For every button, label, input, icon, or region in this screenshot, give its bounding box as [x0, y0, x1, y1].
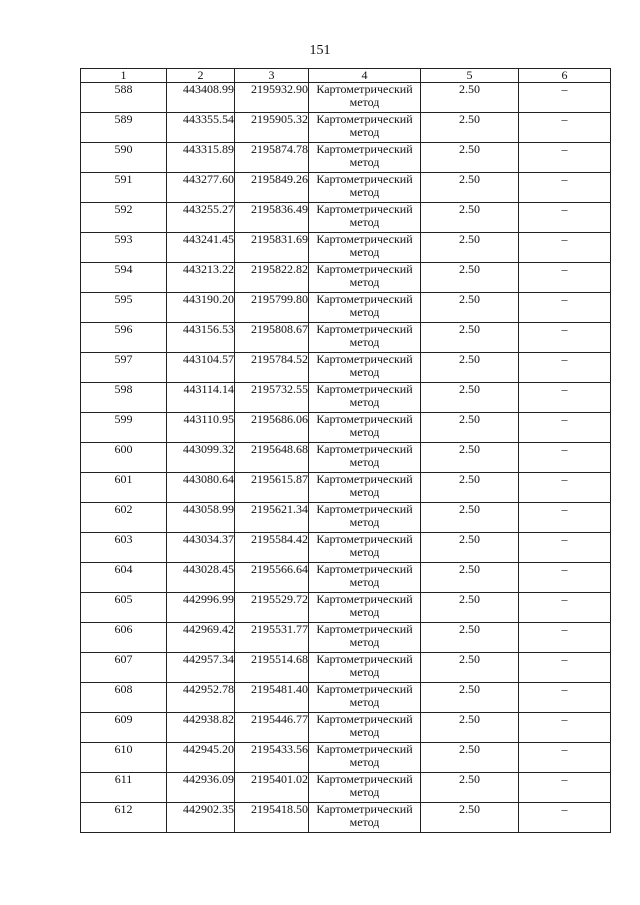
method-cell: [309, 323, 421, 353]
point-number: 602: [81, 503, 167, 533]
point-number: 606: [81, 623, 167, 653]
coordinate-x: 443034.37: [167, 533, 235, 563]
method-cell: [309, 233, 421, 263]
coordinate-y: 2195433.56: [235, 743, 309, 773]
point-number: 608: [81, 683, 167, 713]
method-line-1: Картометрический: [316, 652, 413, 666]
method-line-2: метод: [349, 425, 380, 439]
method-line-1: Картометрический: [316, 442, 413, 456]
point-number: 605: [81, 593, 167, 623]
accuracy-value: 2.50: [421, 773, 519, 803]
note-dash: –: [519, 533, 611, 563]
coordinate-x: 442902.35: [167, 803, 235, 833]
accuracy-value: 2.50: [421, 323, 519, 353]
coordinate-x: 443099.32: [167, 443, 235, 473]
accuracy-value: 2.50: [421, 113, 519, 143]
accuracy-value: 2.50: [421, 173, 519, 203]
coordinate-y: 2195686.06: [235, 413, 309, 443]
table-row: [81, 713, 611, 743]
accuracy-value: 2.50: [421, 203, 519, 233]
coordinate-x: 443080.64: [167, 473, 235, 503]
method-line-1: Картометрический: [316, 412, 413, 426]
accuracy-value: 2.50: [421, 713, 519, 743]
point-number: 610: [81, 743, 167, 773]
method-line-2: метод: [349, 695, 380, 709]
accuracy-value: 2.50: [421, 593, 519, 623]
coordinate-y: 2195481.40: [235, 683, 309, 713]
point-number: 604: [81, 563, 167, 593]
note-dash: –: [519, 353, 611, 383]
accuracy-value: 2.50: [421, 503, 519, 533]
accuracy-value: 2.50: [421, 383, 519, 413]
method-line-2: метод: [349, 185, 380, 199]
accuracy-value: 2.50: [421, 623, 519, 653]
table-row: [81, 473, 611, 503]
coordinate-y: 2195648.68: [235, 443, 309, 473]
method-line-2: метод: [349, 275, 380, 289]
coordinate-y: 2195621.34: [235, 503, 309, 533]
column-header-1: 1: [81, 69, 167, 83]
method-line-2: метод: [349, 665, 380, 679]
point-number: 612: [81, 803, 167, 833]
table-row: [81, 653, 611, 683]
method-line-1: Картометрический: [316, 202, 413, 216]
coordinate-x: 442936.09: [167, 773, 235, 803]
method-cell: [309, 773, 421, 803]
method-cell: [309, 143, 421, 173]
point-number: 594: [81, 263, 167, 293]
table-row: [81, 683, 611, 713]
method-cell: [309, 683, 421, 713]
method-cell: [309, 413, 421, 443]
coordinate-x: 443355.54: [167, 113, 235, 143]
point-number: 592: [81, 203, 167, 233]
note-dash: –: [519, 263, 611, 293]
accuracy-value: 2.50: [421, 233, 519, 263]
coordinate-x: 442957.34: [167, 653, 235, 683]
column-header-5: 5: [421, 69, 519, 83]
point-number: 589: [81, 113, 167, 143]
accuracy-value: 2.50: [421, 263, 519, 293]
method-cell: [309, 383, 421, 413]
method-line-1: Картометрический: [316, 262, 413, 276]
accuracy-value: 2.50: [421, 83, 519, 113]
method-line-2: метод: [349, 215, 380, 229]
method-line-1: Картометрический: [316, 592, 413, 606]
table-row: [81, 233, 611, 263]
method-line-2: метод: [349, 155, 380, 169]
method-line-1: Картометрический: [316, 232, 413, 246]
point-number: 601: [81, 473, 167, 503]
point-number: 588: [81, 83, 167, 113]
method-line-1: Картометрический: [316, 142, 413, 156]
coordinate-x: 442945.20: [167, 743, 235, 773]
method-line-1: Картометрический: [316, 562, 413, 576]
point-number: 611: [81, 773, 167, 803]
method-line-1: Картометрический: [316, 472, 413, 486]
note-dash: –: [519, 83, 611, 113]
table-row: [81, 353, 611, 383]
coordinate-x: 443255.27: [167, 203, 235, 233]
coordinate-y: 2195831.69: [235, 233, 309, 263]
method-line-1: Картометрический: [316, 112, 413, 126]
table-row: [81, 743, 611, 773]
coordinate-y: 2195446.77: [235, 713, 309, 743]
coordinate-x: 443156.53: [167, 323, 235, 353]
note-dash: –: [519, 173, 611, 203]
method-line-1: Картометрический: [316, 172, 413, 186]
method-cell: [309, 443, 421, 473]
table-row: [81, 443, 611, 473]
method-line-1: Картометрический: [316, 502, 413, 516]
method-cell: [309, 533, 421, 563]
table-row: [81, 593, 611, 623]
method-line-2: метод: [349, 305, 380, 319]
method-line-1: Картометрический: [316, 382, 413, 396]
accuracy-value: 2.50: [421, 563, 519, 593]
note-dash: –: [519, 773, 611, 803]
accuracy-value: 2.50: [421, 533, 519, 563]
table-row: [81, 803, 611, 833]
coordinate-x: 443028.45: [167, 563, 235, 593]
point-number: 607: [81, 653, 167, 683]
method-line-2: метод: [349, 455, 380, 469]
coordinate-x: 443277.60: [167, 173, 235, 203]
method-cell: [309, 473, 421, 503]
point-number: 600: [81, 443, 167, 473]
coordinate-y: 2195932.90: [235, 83, 309, 113]
table-body: [81, 83, 611, 833]
method-cell: [309, 263, 421, 293]
method-line-1: Картометрический: [316, 322, 413, 336]
method-line-2: метод: [349, 755, 380, 769]
coordinate-y: 2195418.50: [235, 803, 309, 833]
coordinates-table: [80, 68, 611, 833]
method-line-1: Картометрический: [316, 742, 413, 756]
coordinate-x: 442952.78: [167, 683, 235, 713]
method-line-2: метод: [349, 545, 380, 559]
note-dash: –: [519, 713, 611, 743]
coordinate-x: 443190.20: [167, 293, 235, 323]
coordinate-y: 2195531.77: [235, 623, 309, 653]
method-cell: [309, 593, 421, 623]
note-dash: –: [519, 683, 611, 713]
method-line-1: Картометрический: [316, 292, 413, 306]
accuracy-value: 2.50: [421, 683, 519, 713]
note-dash: –: [519, 383, 611, 413]
point-number: 597: [81, 353, 167, 383]
note-dash: –: [519, 803, 611, 833]
note-dash: –: [519, 233, 611, 263]
method-cell: [309, 623, 421, 653]
point-number: 603: [81, 533, 167, 563]
method-cell: [309, 503, 421, 533]
coordinate-x: 443104.57: [167, 353, 235, 383]
accuracy-value: 2.50: [421, 473, 519, 503]
method-cell: [309, 803, 421, 833]
accuracy-value: 2.50: [421, 743, 519, 773]
coordinate-y: 2195836.49: [235, 203, 309, 233]
accuracy-value: 2.50: [421, 413, 519, 443]
coordinate-x: 443058.99: [167, 503, 235, 533]
accuracy-value: 2.50: [421, 443, 519, 473]
method-cell: [309, 713, 421, 743]
table-row: [81, 323, 611, 353]
table-row: [81, 503, 611, 533]
table-row: [81, 623, 611, 653]
column-header-2: 2: [167, 69, 235, 83]
method-line-1: Картометрический: [316, 682, 413, 696]
accuracy-value: 2.50: [421, 803, 519, 833]
coordinate-x: 443114.14: [167, 383, 235, 413]
method-cell: [309, 563, 421, 593]
table-row: [81, 413, 611, 443]
note-dash: –: [519, 473, 611, 503]
method-line-2: метод: [349, 125, 380, 139]
note-dash: –: [519, 413, 611, 443]
method-cell: [309, 203, 421, 233]
note-dash: –: [519, 113, 611, 143]
method-line-1: Картометрический: [316, 82, 413, 96]
table-row: [81, 773, 611, 803]
note-dash: –: [519, 503, 611, 533]
method-cell: [309, 83, 421, 113]
method-line-1: Картометрический: [316, 772, 413, 786]
point-number: 590: [81, 143, 167, 173]
method-line-2: метод: [349, 485, 380, 499]
coordinate-y: 2195822.82: [235, 263, 309, 293]
accuracy-value: 2.50: [421, 143, 519, 173]
point-number: 593: [81, 233, 167, 263]
note-dash: –: [519, 293, 611, 323]
coordinate-y: 2195566.64: [235, 563, 309, 593]
coordinate-y: 2195732.55: [235, 383, 309, 413]
note-dash: –: [519, 443, 611, 473]
note-dash: –: [519, 143, 611, 173]
coordinate-x: 443315.89: [167, 143, 235, 173]
header-row: [81, 69, 611, 83]
coordinate-x: 442938.82: [167, 713, 235, 743]
coordinate-y: 2195808.67: [235, 323, 309, 353]
table-row: [81, 293, 611, 323]
method-line-1: Картометрический: [316, 622, 413, 636]
method-line-1: Картометрический: [316, 712, 413, 726]
method-line-2: метод: [349, 95, 380, 109]
point-number: 609: [81, 713, 167, 743]
method-line-2: метод: [349, 815, 380, 829]
note-dash: –: [519, 323, 611, 353]
method-cell: [309, 353, 421, 383]
method-line-1: Картометрический: [316, 532, 413, 546]
method-cell: [309, 653, 421, 683]
coordinate-y: 2195849.26: [235, 173, 309, 203]
note-dash: –: [519, 563, 611, 593]
column-header-4: 4: [309, 69, 421, 83]
coordinate-x: 442996.99: [167, 593, 235, 623]
note-dash: –: [519, 743, 611, 773]
table-row: [81, 173, 611, 203]
table-row: [81, 533, 611, 563]
accuracy-value: 2.50: [421, 353, 519, 383]
coordinate-y: 2195615.87: [235, 473, 309, 503]
method-line-2: метод: [349, 575, 380, 589]
method-cell: [309, 293, 421, 323]
method-line-2: метод: [349, 635, 380, 649]
point-number: 599: [81, 413, 167, 443]
coordinate-y: 2195784.52: [235, 353, 309, 383]
coordinate-y: 2195514.68: [235, 653, 309, 683]
point-number: 591: [81, 173, 167, 203]
page-number: 151: [309, 43, 331, 58]
accuracy-value: 2.50: [421, 653, 519, 683]
coordinate-y: 2195529.72: [235, 593, 309, 623]
note-dash: –: [519, 593, 611, 623]
method-cell: [309, 743, 421, 773]
coordinate-x: 442969.42: [167, 623, 235, 653]
method-line-2: метод: [349, 605, 380, 619]
coordinate-y: 2195874.78: [235, 143, 309, 173]
coordinate-y: 2195905.32: [235, 113, 309, 143]
table-row: [81, 383, 611, 413]
point-number: 596: [81, 323, 167, 353]
coordinate-x: 443213.22: [167, 263, 235, 293]
column-header-3: 3: [235, 69, 309, 83]
method-line-1: Картометрический: [316, 802, 413, 816]
method-line-2: метод: [349, 245, 380, 259]
column-header-6: 6: [519, 69, 611, 83]
table-row: [81, 113, 611, 143]
coordinate-y: 2195799.80: [235, 293, 309, 323]
method-cell: [309, 173, 421, 203]
method-line-2: метод: [349, 515, 380, 529]
table-row: [81, 143, 611, 173]
note-dash: –: [519, 653, 611, 683]
note-dash: –: [519, 623, 611, 653]
point-number: 598: [81, 383, 167, 413]
note-dash: –: [519, 203, 611, 233]
coordinate-x: 443241.45: [167, 233, 235, 263]
method-line-2: метод: [349, 395, 380, 409]
accuracy-value: 2.50: [421, 293, 519, 323]
coordinate-y: 2195401.02: [235, 773, 309, 803]
method-line-2: метод: [349, 335, 380, 349]
point-number: 595: [81, 293, 167, 323]
table-row: [81, 263, 611, 293]
table-row: [81, 563, 611, 593]
method-line-2: метод: [349, 725, 380, 739]
table-row: [81, 203, 611, 233]
method-line-2: метод: [349, 785, 380, 799]
coordinate-y: 2195584.42: [235, 533, 309, 563]
table-row: [81, 83, 611, 113]
method-line-1: Картометрический: [316, 352, 413, 366]
coordinate-x: 443408.99: [167, 83, 235, 113]
coordinate-x: 443110.95: [167, 413, 235, 443]
method-cell: [309, 113, 421, 143]
method-line-2: метод: [349, 365, 380, 379]
